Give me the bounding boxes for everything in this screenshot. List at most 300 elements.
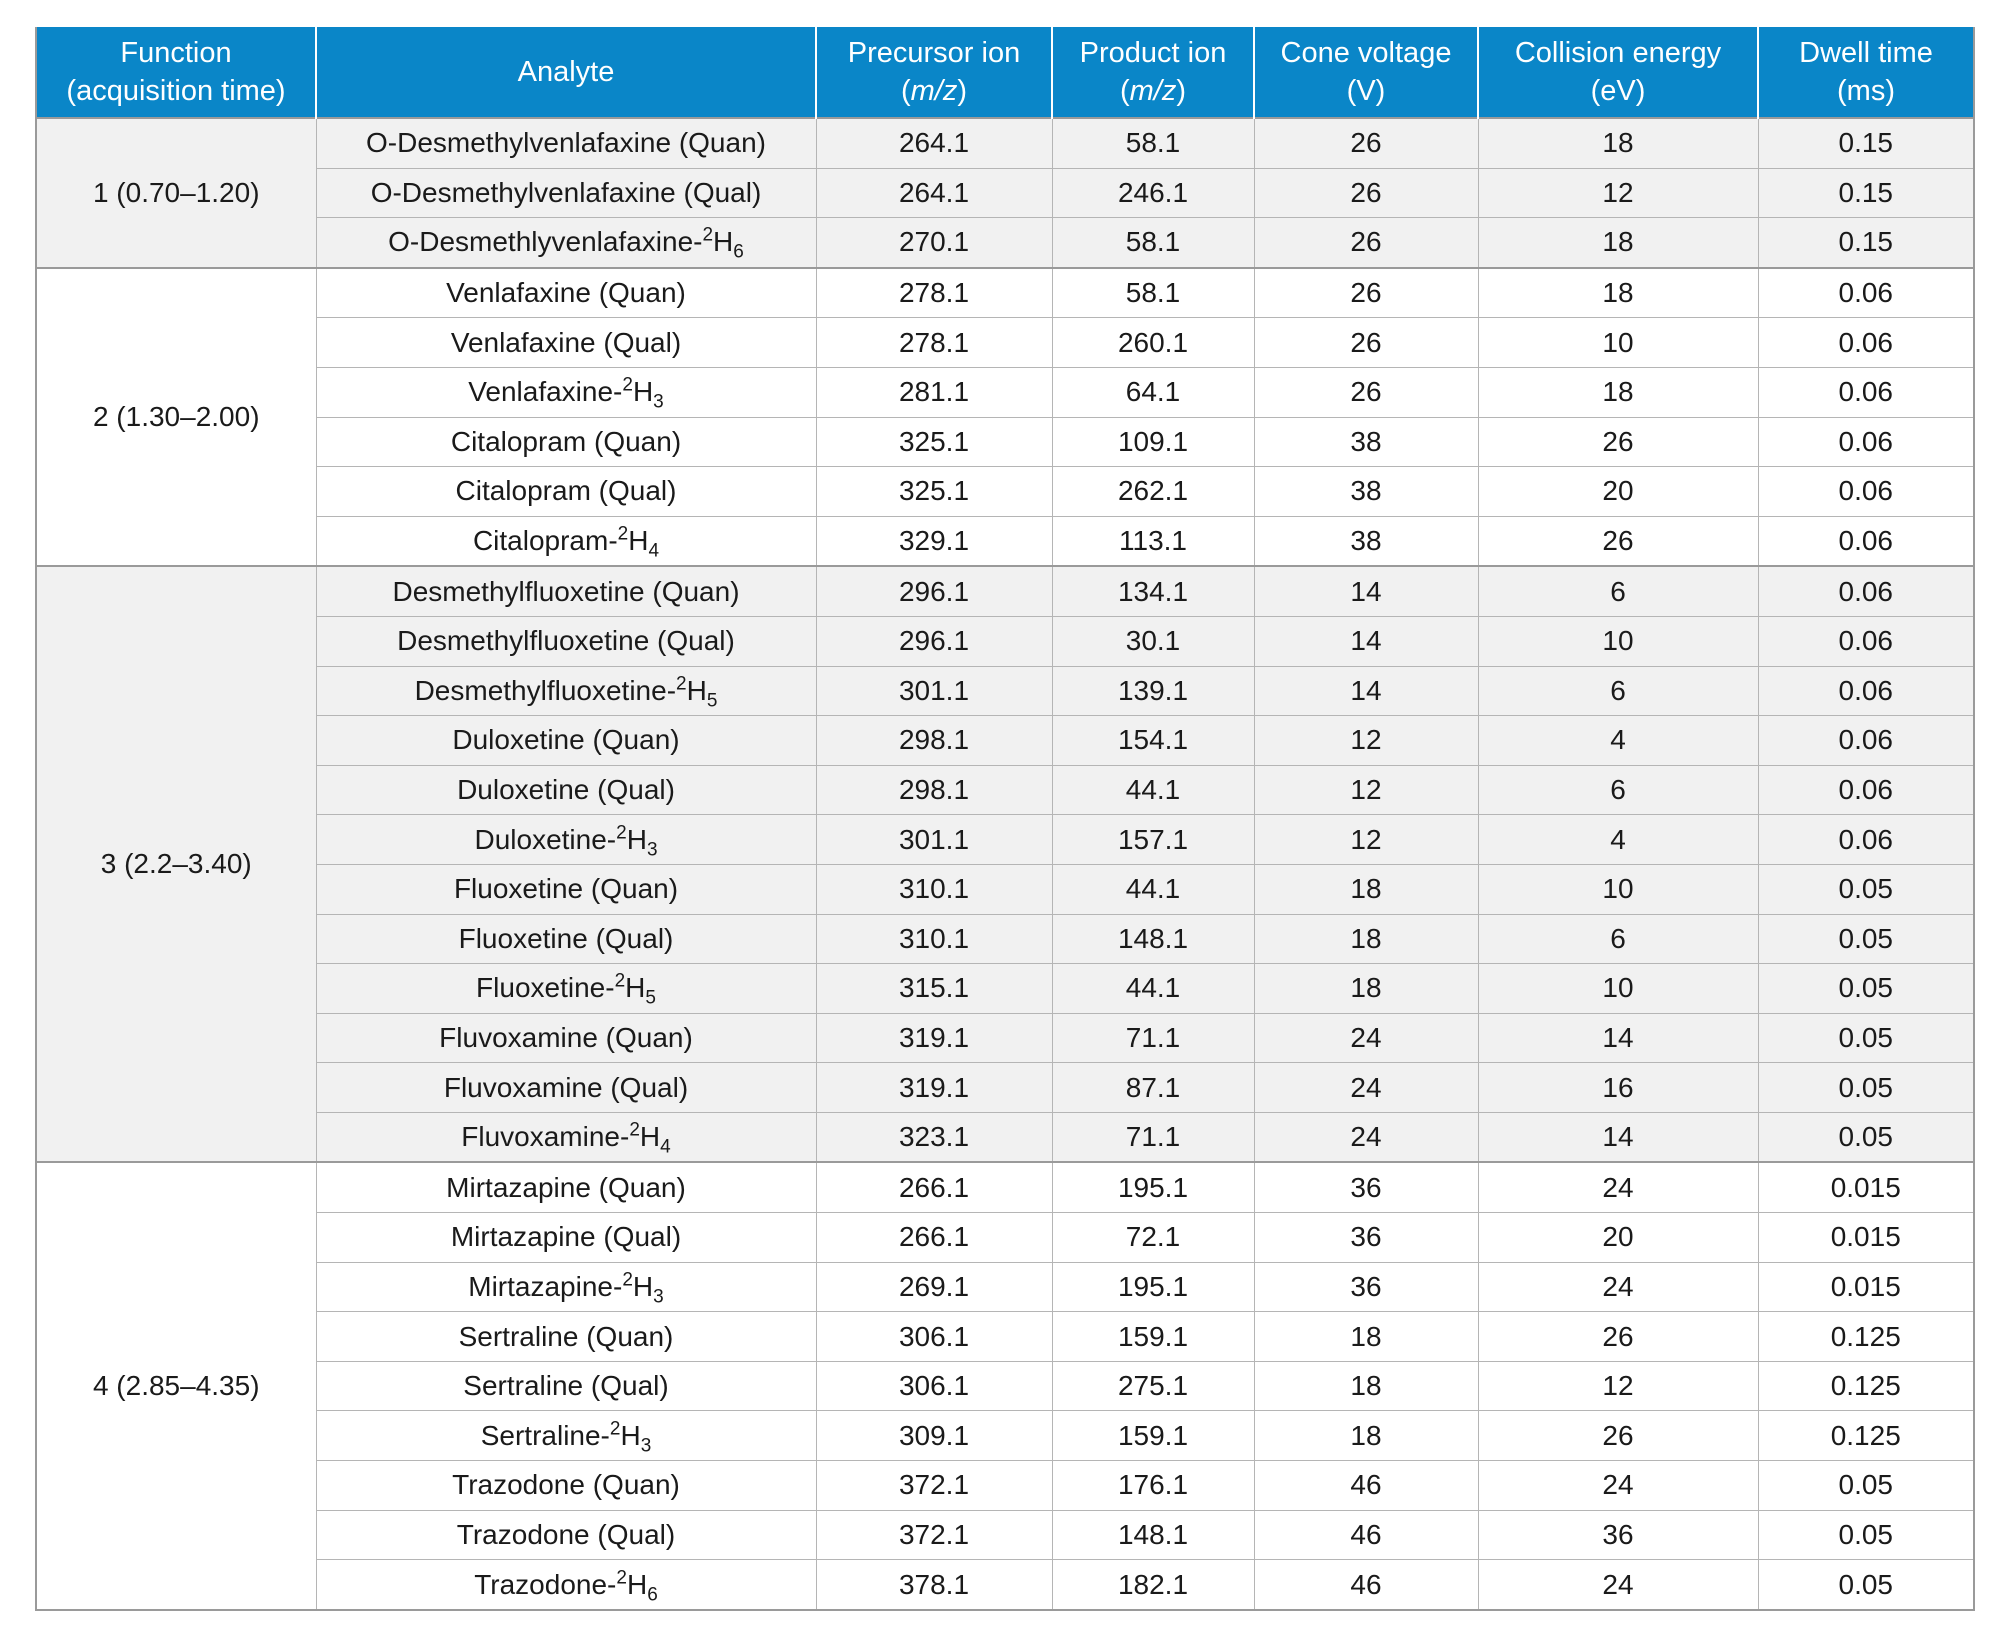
precursor-cell: 278.1 xyxy=(816,318,1052,368)
dwell-cell: 0.06 xyxy=(1758,815,1974,865)
analyte-name: Desmethylfluoxetine (Qual) xyxy=(397,625,735,657)
collision-cell: 10 xyxy=(1478,318,1758,368)
collision-cell: 10 xyxy=(1478,616,1758,666)
isotope-mass-number: 2 xyxy=(609,1418,621,1440)
cone-cell: 14 xyxy=(1254,616,1478,666)
cone-cell: 38 xyxy=(1254,516,1478,566)
table-row xyxy=(36,367,1974,417)
table-row xyxy=(36,1063,1974,1113)
analyte-cell xyxy=(316,864,816,914)
collision-cell: 12 xyxy=(1478,168,1758,218)
analyte-name: Trazodone (Quan) xyxy=(452,1469,680,1501)
table-row xyxy=(36,1560,1974,1610)
precursor-cell: 310.1 xyxy=(816,914,1052,964)
isotope-count: 5 xyxy=(706,690,718,712)
isotope-symbol: H xyxy=(626,823,647,855)
dwell-cell: 0.06 xyxy=(1758,268,1974,318)
dwell-cell: 0.06 xyxy=(1758,666,1974,716)
product-cell: 58.1 xyxy=(1052,118,1254,168)
isotope-symbol: H xyxy=(620,1419,641,1451)
analyte-name: Duloxetine- xyxy=(474,823,617,855)
product-cell: 246.1 xyxy=(1052,168,1254,218)
dwell-cell: 0.015 xyxy=(1758,1213,1974,1263)
header-analyte-label: Analyte xyxy=(517,56,615,88)
dwell-cell: 0.05 xyxy=(1758,1461,1974,1511)
analyte-name: O-Desmethlyvenlafaxine- xyxy=(388,226,703,258)
cone-cell: 46 xyxy=(1254,1461,1478,1511)
isotope-count: 3 xyxy=(653,391,664,413)
table-row xyxy=(36,566,1974,616)
isotope-mass-number: 2 xyxy=(622,374,633,396)
precursor-cell: 298.1 xyxy=(816,765,1052,815)
table-row xyxy=(36,1112,1974,1162)
isotope-symbol: H xyxy=(625,972,646,1004)
header-collision-line1: Collision energy xyxy=(1514,37,1722,69)
collision-cell: 26 xyxy=(1478,1411,1758,1461)
collision-cell: 26 xyxy=(1478,1312,1758,1362)
header-analyte xyxy=(316,27,816,118)
collision-cell: 26 xyxy=(1478,516,1758,566)
analyte-cell xyxy=(316,118,816,168)
header-precursor-ion xyxy=(816,27,1052,118)
function-cell: 3 (2.2–3.40) xyxy=(36,566,316,1162)
analyte-name: Venlafaxine (Quan) xyxy=(446,277,686,309)
cone-cell: 26 xyxy=(1254,367,1478,417)
header-function xyxy=(36,27,316,118)
product-cell: 44.1 xyxy=(1052,864,1254,914)
analyte-cell xyxy=(316,1361,816,1411)
cone-cell: 14 xyxy=(1254,566,1478,616)
precursor-cell: 309.1 xyxy=(816,1411,1052,1461)
header-product-unit: m/z xyxy=(1129,75,1177,107)
dwell-cell: 0.06 xyxy=(1758,516,1974,566)
dwell-cell: 0.015 xyxy=(1758,1162,1974,1212)
analyte-cell xyxy=(316,367,816,417)
table-row xyxy=(36,616,1974,666)
product-cell: 109.1 xyxy=(1052,417,1254,467)
product-cell: 157.1 xyxy=(1052,815,1254,865)
collision-cell: 24 xyxy=(1478,1461,1758,1511)
analyte-name: Sertraline- xyxy=(480,1419,610,1451)
table-row xyxy=(36,666,1974,716)
table-row xyxy=(36,1262,1974,1312)
table-row xyxy=(36,118,1974,168)
product-cell: 148.1 xyxy=(1052,1510,1254,1560)
header-collision-line2: (eV) xyxy=(1590,75,1646,107)
collision-cell: 36 xyxy=(1478,1510,1758,1560)
collision-cell: 14 xyxy=(1478,1013,1758,1063)
precursor-cell: 329.1 xyxy=(816,516,1052,566)
table-row xyxy=(36,1461,1974,1511)
dwell-cell: 0.15 xyxy=(1758,218,1974,268)
isotope-count: 6 xyxy=(647,1584,658,1606)
analyte-name: Fluoxetine (Quan) xyxy=(453,873,679,905)
analyte-name: Trazodone- xyxy=(474,1568,617,1600)
analyte-cell xyxy=(316,1213,816,1263)
collision-cell: 20 xyxy=(1478,467,1758,517)
isotope-count: 3 xyxy=(653,1286,664,1308)
cone-cell: 26 xyxy=(1254,318,1478,368)
product-cell: 159.1 xyxy=(1052,1312,1254,1362)
precursor-cell: 269.1 xyxy=(816,1262,1052,1312)
product-cell: 139.1 xyxy=(1052,666,1254,716)
cone-cell: 18 xyxy=(1254,964,1478,1014)
analyte-name: Desmethylfluoxetine- xyxy=(414,674,677,706)
cone-cell: 24 xyxy=(1254,1013,1478,1063)
precursor-cell: 306.1 xyxy=(816,1312,1052,1362)
analyte-cell xyxy=(316,914,816,964)
function-group xyxy=(36,118,1974,268)
analyte-cell xyxy=(316,1510,816,1560)
dwell-cell: 0.15 xyxy=(1758,168,1974,218)
product-cell: 260.1 xyxy=(1052,318,1254,368)
analyte-cell xyxy=(316,566,816,616)
collision-cell: 6 xyxy=(1478,666,1758,716)
isotope-count: 5 xyxy=(645,987,656,1009)
table-row xyxy=(36,168,1974,218)
table-row xyxy=(36,1411,1974,1461)
dwell-cell: 0.05 xyxy=(1758,1560,1974,1610)
analyte-name: Venlafaxine- xyxy=(468,376,623,408)
dwell-cell: 0.06 xyxy=(1758,318,1974,368)
cone-cell: 36 xyxy=(1254,1262,1478,1312)
cone-cell: 18 xyxy=(1254,1361,1478,1411)
dwell-cell: 0.125 xyxy=(1758,1312,1974,1362)
isotope-mass-number: 2 xyxy=(616,822,627,844)
collision-cell: 20 xyxy=(1478,1213,1758,1263)
precursor-cell: 325.1 xyxy=(816,467,1052,517)
analyte-name: Venlafaxine (Qual) xyxy=(450,326,682,358)
cone-cell: 26 xyxy=(1254,168,1478,218)
analyte-cell xyxy=(316,1063,816,1113)
header-function-line1: Function xyxy=(120,37,232,69)
analyte-cell xyxy=(316,716,816,766)
analyte-cell xyxy=(316,1013,816,1063)
precursor-cell: 319.1 xyxy=(816,1013,1052,1063)
analyte-cell xyxy=(316,1112,816,1162)
precursor-cell: 266.1 xyxy=(816,1213,1052,1263)
isotope-mass-number: 2 xyxy=(617,523,629,545)
product-cell: 275.1 xyxy=(1052,1361,1254,1411)
analyte-name: Fluoxetine (Qual) xyxy=(458,922,674,954)
table-row xyxy=(36,516,1974,566)
header-precursor-unit: m/z xyxy=(910,75,958,107)
precursor-cell: 278.1 xyxy=(816,268,1052,318)
collision-cell: 14 xyxy=(1478,1112,1758,1162)
precursor-cell: 298.1 xyxy=(816,716,1052,766)
table-row xyxy=(36,1312,1974,1362)
isotope-count: 3 xyxy=(646,839,658,861)
precursor-cell: 296.1 xyxy=(816,566,1052,616)
analyte-cell xyxy=(316,1162,816,1212)
table-row xyxy=(36,268,1974,318)
mrm-table-container xyxy=(35,27,1973,1611)
header-precursor-line1: Precursor ion xyxy=(847,37,1021,69)
product-cell: 195.1 xyxy=(1052,1162,1254,1212)
product-cell: 148.1 xyxy=(1052,914,1254,964)
precursor-cell: 296.1 xyxy=(816,616,1052,666)
header-product-ion xyxy=(1052,27,1254,118)
dwell-cell: 0.06 xyxy=(1758,417,1974,467)
isotope-count: 4 xyxy=(660,1136,671,1158)
analyte-name: Mirtazapine (Qual) xyxy=(450,1221,682,1253)
isotope-count: 3 xyxy=(640,1435,652,1457)
cone-cell: 14 xyxy=(1254,666,1478,716)
isotope-symbol: H xyxy=(639,1121,661,1153)
cone-cell: 38 xyxy=(1254,467,1478,517)
isotope-mass-number: 2 xyxy=(616,1567,627,1589)
table-row xyxy=(36,914,1974,964)
analyte-cell xyxy=(316,467,816,517)
analyte-name: Fluvoxamine (Quan) xyxy=(439,1021,693,1053)
product-cell: 44.1 xyxy=(1052,765,1254,815)
analyte-cell xyxy=(316,765,816,815)
isotope-mass-number: 2 xyxy=(622,1269,633,1291)
isotope-mass-number: 2 xyxy=(629,1119,640,1141)
table-row xyxy=(36,1361,1974,1411)
analyte-name: Fluvoxamine- xyxy=(461,1121,630,1153)
table-row xyxy=(36,1213,1974,1263)
precursor-cell: 281.1 xyxy=(816,367,1052,417)
cone-cell: 26 xyxy=(1254,268,1478,318)
collision-cell: 18 xyxy=(1478,118,1758,168)
collision-cell: 26 xyxy=(1478,417,1758,467)
product-cell: 182.1 xyxy=(1052,1560,1254,1610)
cone-cell: 26 xyxy=(1254,218,1478,268)
isotope-count: 4 xyxy=(648,540,660,562)
header-dwell-line2: (ms) xyxy=(1837,75,1895,107)
dwell-cell: 0.05 xyxy=(1758,1013,1974,1063)
analyte-cell xyxy=(316,516,816,566)
cone-cell: 46 xyxy=(1254,1560,1478,1610)
dwell-cell: 0.15 xyxy=(1758,118,1974,168)
dwell-cell: 0.05 xyxy=(1758,864,1974,914)
cone-cell: 18 xyxy=(1254,1411,1478,1461)
header-row xyxy=(36,27,1974,118)
analyte-name: Fluvoxamine (Qual) xyxy=(443,1071,689,1103)
precursor-cell: 372.1 xyxy=(816,1510,1052,1560)
analyte-cell xyxy=(316,815,816,865)
function-group xyxy=(36,268,1974,567)
analyte-cell xyxy=(316,1262,816,1312)
isotope-symbol: H xyxy=(632,376,654,408)
precursor-cell: 323.1 xyxy=(816,1112,1052,1162)
table-row xyxy=(36,815,1974,865)
product-cell: 154.1 xyxy=(1052,716,1254,766)
isotope-mass-number: 2 xyxy=(614,971,626,993)
cone-cell: 26 xyxy=(1254,118,1478,168)
product-cell: 195.1 xyxy=(1052,1262,1254,1312)
table-row xyxy=(36,864,1974,914)
dwell-cell: 0.06 xyxy=(1758,367,1974,417)
collision-cell: 12 xyxy=(1478,1361,1758,1411)
function-cell: 1 (0.70–1.20) xyxy=(36,118,316,268)
table-row xyxy=(36,318,1974,368)
function-cell: 2 (1.30–2.00) xyxy=(36,268,316,567)
cone-cell: 12 xyxy=(1254,716,1478,766)
product-cell: 113.1 xyxy=(1052,516,1254,566)
header-product-paren-close: ) xyxy=(1176,75,1187,107)
dwell-cell: 0.05 xyxy=(1758,1112,1974,1162)
function-cell: 4 (2.85–4.35) xyxy=(36,1162,316,1609)
analyte-cell xyxy=(316,318,816,368)
dwell-cell: 0.06 xyxy=(1758,616,1974,666)
collision-cell: 24 xyxy=(1478,1262,1758,1312)
analyte-name: Fluoxetine- xyxy=(476,972,615,1004)
table-row xyxy=(36,716,1974,766)
collision-cell: 10 xyxy=(1478,964,1758,1014)
product-cell: 176.1 xyxy=(1052,1461,1254,1511)
table-row xyxy=(36,1510,1974,1560)
dwell-cell: 0.05 xyxy=(1758,914,1974,964)
analyte-cell xyxy=(316,964,816,1014)
cone-cell: 18 xyxy=(1254,864,1478,914)
product-cell: 64.1 xyxy=(1052,367,1254,417)
header-cone-voltage xyxy=(1254,27,1478,118)
analyte-name: Duloxetine (Quan) xyxy=(452,724,680,756)
analyte-cell xyxy=(316,1560,816,1610)
collision-cell: 10 xyxy=(1478,864,1758,914)
cone-cell: 46 xyxy=(1254,1510,1478,1560)
analyte-cell xyxy=(316,168,816,218)
isotope-symbol: H xyxy=(626,1568,648,1600)
product-cell: 30.1 xyxy=(1052,616,1254,666)
isotope-symbol: H xyxy=(686,674,707,706)
analyte-name: Citalopram (Quan) xyxy=(450,425,682,457)
product-cell: 58.1 xyxy=(1052,218,1254,268)
cone-cell: 36 xyxy=(1254,1162,1478,1212)
function-group xyxy=(36,566,1974,1162)
precursor-cell: 301.1 xyxy=(816,815,1052,865)
analyte-name: Duloxetine (Qual) xyxy=(457,774,675,806)
product-cell: 71.1 xyxy=(1052,1013,1254,1063)
header-cone-line1: Cone voltage xyxy=(1280,37,1452,69)
precursor-cell: 306.1 xyxy=(816,1361,1052,1411)
collision-cell: 16 xyxy=(1478,1063,1758,1113)
product-cell: 44.1 xyxy=(1052,964,1254,1014)
table-row xyxy=(36,1162,1974,1212)
dwell-cell: 0.05 xyxy=(1758,1063,1974,1113)
dwell-cell: 0.06 xyxy=(1758,566,1974,616)
header-collision-energy xyxy=(1478,27,1758,118)
cone-cell: 36 xyxy=(1254,1213,1478,1263)
dwell-cell: 0.06 xyxy=(1758,467,1974,517)
cone-cell: 18 xyxy=(1254,1312,1478,1362)
header-precursor-paren-close: ) xyxy=(957,75,968,107)
cone-cell: 24 xyxy=(1254,1063,1478,1113)
analyte-name: Mirtazapine- xyxy=(468,1270,623,1302)
table-row xyxy=(36,1013,1974,1063)
product-cell: 159.1 xyxy=(1052,1411,1254,1461)
product-cell: 58.1 xyxy=(1052,268,1254,318)
precursor-cell: 372.1 xyxy=(816,1461,1052,1511)
analyte-cell xyxy=(316,666,816,716)
collision-cell: 24 xyxy=(1478,1162,1758,1212)
analyte-cell xyxy=(316,1411,816,1461)
analyte-cell xyxy=(316,1312,816,1362)
product-cell: 262.1 xyxy=(1052,467,1254,517)
precursor-cell: 325.1 xyxy=(816,417,1052,467)
header-cone-line2: (V) xyxy=(1346,75,1386,107)
isotope-count: 6 xyxy=(733,242,744,264)
table-row xyxy=(36,467,1974,517)
precursor-cell: 310.1 xyxy=(816,864,1052,914)
dwell-cell: 0.06 xyxy=(1758,716,1974,766)
collision-cell: 6 xyxy=(1478,566,1758,616)
collision-cell: 4 xyxy=(1478,815,1758,865)
header-product-line1: Product ion xyxy=(1079,37,1227,69)
isotope-symbol: H xyxy=(632,1270,654,1302)
isotope-symbol: H xyxy=(628,525,649,557)
precursor-cell: 378.1 xyxy=(816,1560,1052,1610)
isotope-symbol: H xyxy=(713,226,734,258)
header-dwell-time xyxy=(1758,27,1974,118)
product-cell: 134.1 xyxy=(1052,566,1254,616)
header-function-line2: (acquisition time) xyxy=(66,75,286,107)
analyte-cell xyxy=(316,268,816,318)
cone-cell: 12 xyxy=(1254,765,1478,815)
analyte-cell xyxy=(316,417,816,467)
dwell-cell: 0.06 xyxy=(1758,765,1974,815)
analyte-name: Sertraline (Quan) xyxy=(458,1320,674,1352)
table-row xyxy=(36,417,1974,467)
analyte-name: Citalopram (Qual) xyxy=(455,475,677,507)
function-group xyxy=(36,1162,1974,1609)
collision-cell: 6 xyxy=(1478,765,1758,815)
isotope-mass-number: 2 xyxy=(676,673,687,695)
product-cell: 72.1 xyxy=(1052,1213,1254,1263)
analyte-cell xyxy=(316,218,816,268)
collision-cell: 6 xyxy=(1478,914,1758,964)
collision-cell: 24 xyxy=(1478,1560,1758,1610)
precursor-cell: 266.1 xyxy=(816,1162,1052,1212)
analyte-name: Sertraline (Qual) xyxy=(463,1370,669,1402)
precursor-cell: 301.1 xyxy=(816,666,1052,716)
table-row xyxy=(36,964,1974,1014)
analyte-name: O-Desmethylvenlafaxine (Qual) xyxy=(370,176,762,208)
cone-cell: 38 xyxy=(1254,417,1478,467)
cone-cell: 24 xyxy=(1254,1112,1478,1162)
table-row xyxy=(36,765,1974,815)
precursor-cell: 319.1 xyxy=(816,1063,1052,1113)
product-cell: 87.1 xyxy=(1052,1063,1254,1113)
collision-cell: 18 xyxy=(1478,218,1758,268)
analyte-name: Trazodone (Qual) xyxy=(456,1518,676,1550)
table-row xyxy=(36,218,1974,268)
analyte-name: Desmethylfluoxetine (Quan) xyxy=(392,575,740,607)
dwell-cell: 0.125 xyxy=(1758,1411,1974,1461)
header-product-paren-open: ( xyxy=(1119,75,1130,107)
dwell-cell: 0.125 xyxy=(1758,1361,1974,1411)
header-precursor-paren-open: ( xyxy=(900,75,911,107)
analyte-cell xyxy=(316,616,816,666)
table-header xyxy=(36,27,1974,118)
mrm-parameters-table xyxy=(35,27,1975,1611)
dwell-cell: 0.05 xyxy=(1758,1510,1974,1560)
analyte-name: O-Desmethylvenlafaxine (Quan) xyxy=(366,127,766,159)
cone-cell: 18 xyxy=(1254,914,1478,964)
analyte-name: Citalopram- xyxy=(472,525,618,557)
collision-cell: 4 xyxy=(1478,716,1758,766)
product-cell: 71.1 xyxy=(1052,1112,1254,1162)
precursor-cell: 264.1 xyxy=(816,118,1052,168)
dwell-cell: 0.015 xyxy=(1758,1262,1974,1312)
collision-cell: 18 xyxy=(1478,268,1758,318)
cone-cell: 12 xyxy=(1254,815,1478,865)
precursor-cell: 315.1 xyxy=(816,964,1052,1014)
isotope-mass-number: 2 xyxy=(702,225,714,247)
analyte-name: Mirtazapine (Quan) xyxy=(446,1171,686,1203)
